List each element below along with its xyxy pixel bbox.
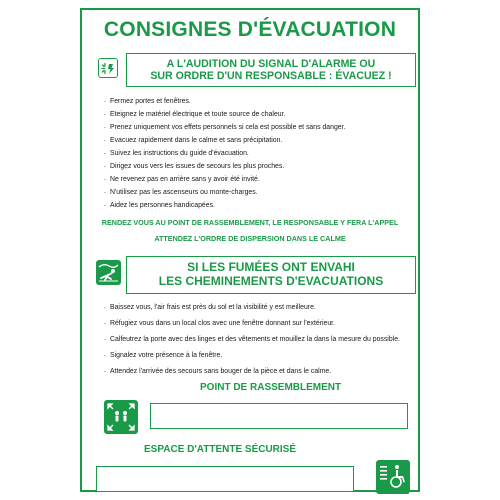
- list-item: . Eteignez le matériel électrique et toute source de chaleur.: [104, 108, 404, 121]
- alarm-signal-icon: [98, 58, 118, 78]
- assembly-note: RENDEZ VOUS AU POINT DE RASSEMBLEMENT, LE RESPONSABLE Y FERA L'APPEL: [101, 218, 399, 227]
- section2-header-line1: SI LES FUMÉES ONT ENVAHI: [187, 260, 355, 275]
- list-item: . Suivez les instructions du guide d'évacuation.: [104, 147, 404, 160]
- list-item: . Fermez portes et fenêtres.: [104, 95, 404, 108]
- section1-header-line1: A L'AUDITION DU SIGNAL D'ALARME OU: [166, 57, 376, 70]
- section1-header: [126, 53, 416, 87]
- assembly-point-icon: [104, 400, 138, 434]
- list-item: . Attendez l'arrivée des secours sans bouger de la pièce et dans le calme.: [104, 367, 404, 377]
- list-item: . Dirigez vous vers les issues de secours les plus proches.: [104, 160, 404, 173]
- list-item: . Baissez vous, l'air frais est près du sol et la visibilité y est meilleure.: [104, 303, 404, 313]
- assembly-point-label: POINT DE RASSEMBLEMENT: [200, 382, 342, 393]
- page-title: CONSIGNES D'ÉVACUATION: [103, 18, 397, 41]
- list-item: . Signalez votre présence à la fenêtre.: [104, 351, 404, 361]
- smoke-crawl-icon: [96, 260, 121, 285]
- evacuation-sign: [80, 8, 420, 492]
- list-item: . Prenez uniquement vos effets personnels si cela est possible et sans danger.: [104, 121, 404, 134]
- list-item: . Calfeutrez la porte avec des linges et des vêtements et mouillez la dans la mesure du possible.: [104, 335, 404, 345]
- list-item: . Ne revenez pas en arrière sans y avoir été invité.: [104, 173, 404, 186]
- section2-header-line2: LES CHEMINEMENTS D'EVACUATIONS: [158, 274, 384, 288]
- section2-header: [126, 256, 416, 294]
- section2-list: [104, 303, 404, 383]
- list-item: . Aidez les personnes handicapées.: [104, 199, 404, 212]
- wheelchair-icon: [376, 460, 410, 494]
- list-item: . Evacuez rapidement dans le calme et sans précipitation.: [104, 134, 404, 147]
- section1-list: [104, 95, 404, 212]
- section1-header-line2: SUR ORDRE D'UN RESPONSABLE : ÉVACUEZ !: [150, 70, 392, 82]
- list-item: . N'utilisez pas les ascenseurs ou monte-charges.: [104, 186, 404, 199]
- list-item: . Réfugiez vous dans un local clos avec une fenêtre donnant sur l'extérieur.: [104, 319, 404, 329]
- dispersion-note: ATTENDEZ L'ORDRE DE DISPERSION DANS LE CALME: [154, 234, 346, 243]
- waiting-area-field[interactable]: [96, 466, 354, 492]
- waiting-area-label: ESPACE D'ATTENTE SÉCURISÉ: [144, 444, 297, 455]
- assembly-point-field[interactable]: [150, 403, 408, 429]
